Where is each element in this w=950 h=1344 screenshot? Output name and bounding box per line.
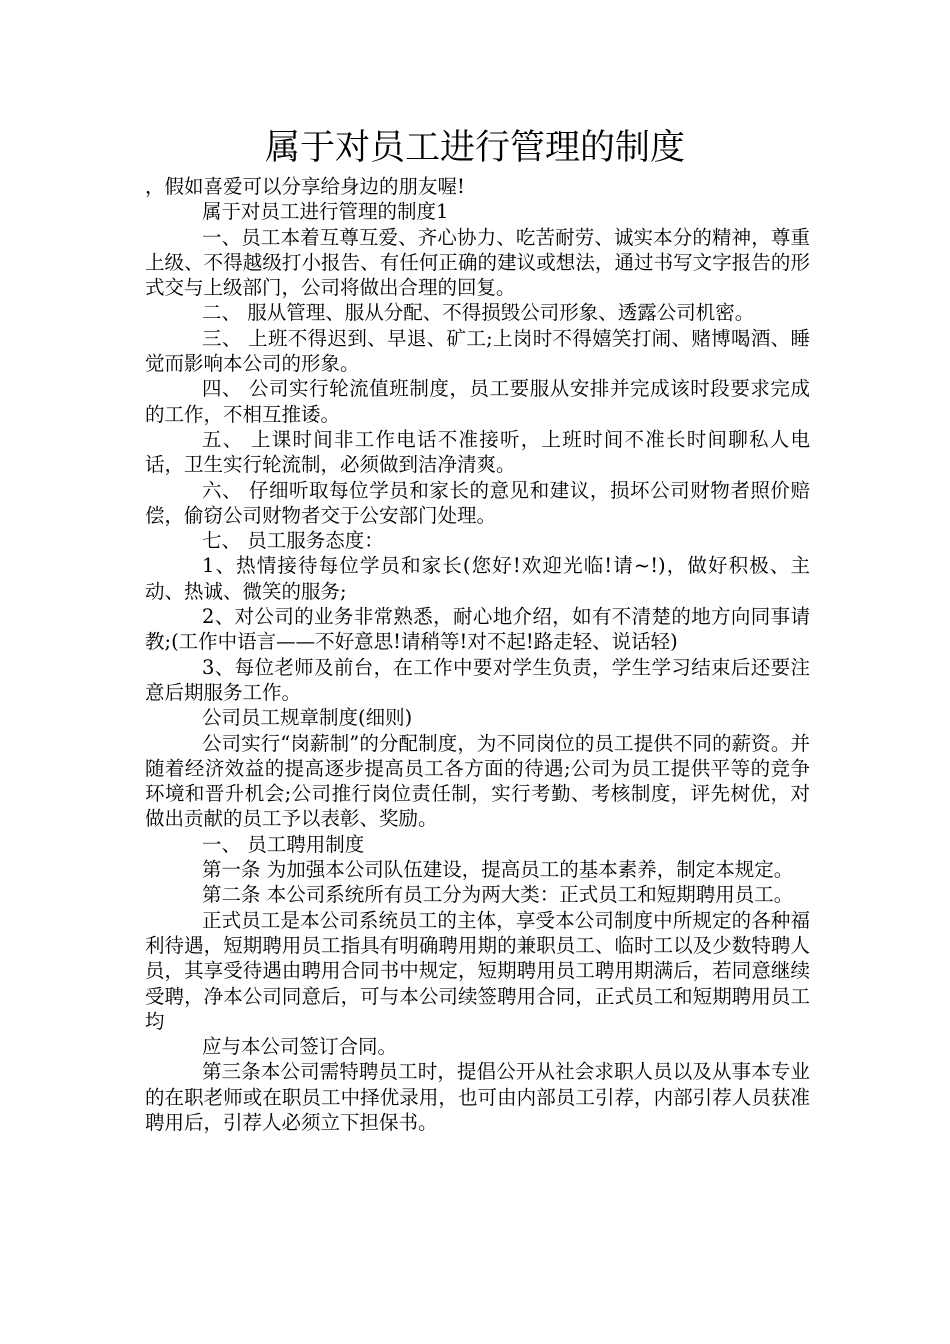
document-title: 属于对员工进行管理的制度: [264, 128, 685, 168]
paragraph: 第一条 为加强本公司队伍建设，提高员工的基本素养，制定本规定。: [202, 858, 794, 882]
paragraph: ，假如喜爱可以分享给身边的朋友喔!: [145, 175, 465, 198]
paragraph: 3、每位老师及前台，在工作中要对学生负责，学生学习结束后还要注意后期服务工作。: [145, 655, 810, 704]
paragraph: 属于对员工进行管理的制度1: [202, 200, 449, 224]
paragraph: 四、 公司实行轮流值班制度，员工要服从安排并完成该时段要求完成的工作，不相互推诿。: [145, 377, 810, 426]
paragraph: 七、 员工服务态度：: [202, 529, 384, 553]
paragraph: 1、热情接待每位学员和家长(您好!欢迎光临!请~!)，做好积极、主动、热诚、微笑的服务;: [145, 554, 810, 603]
paragraph: 应与本公司签订合同。: [202, 1035, 398, 1059]
paragraph: 2、对公司的业务非常熟悉，耐心地介绍，如有不清楚的地方向同事请教;(工作中语言——不好意思!请稍等!对不起!路走轻、说话轻): [145, 605, 810, 654]
paragraph: 正式员工是本公司系统员工的主体，享受本公司制度中所规定的各种福利待遇，短期聘用员工指具有明确聘用期的兼职员工、临时工以及少数特聘人员，其享受待遇由聘用合同书中规定，短期聘用员工聘用期满后，若同意继续受聘，净本公司同意后，可与本公司续签聘用合同，正式员工和短期聘用员工均: [145, 908, 810, 1033]
paragraph: 六、 仔细听取每位学员和家长的意见和建议，损坏公司财物者照价赔偿，偷窃公司财物者交于公安部门处理。: [145, 478, 810, 527]
document-body: [145, 174, 810, 1135]
paragraph: 三、 上班不得迟到、早退、矿工;上岗时不得嬉笑打闹、赌博喝酒、睡觉而影响本公司的形象。: [145, 326, 810, 376]
paragraph: 五、 上课时间非工作电话不准接听，上班时间不准长时间聊私人电话，卫生实行轮流制，必须做到洁净清爽。: [145, 427, 810, 477]
paragraph: 公司员工规章制度(细则): [202, 706, 413, 730]
paragraph: 公司实行“岗薪制”的分配制度，为不同岗位的员工提供不同的薪资。并随着经济效益的提高逐步提高员工各方面的待遇;公司为员工提供平等的竞争环境和晋升机会;公司推行岗位责任制，实行考勤、考核制度，评先树优，对做出贡献的员工予以表彰、奖励。: [145, 731, 810, 831]
paragraph: 一、员工本着互尊互爱、齐心协力、吃苦耐劳、诚实本分的精神，尊重上级、不得越级打小报告、有任何正确的建议或想法，通过书写文字报告的形式交与上级部门，公司将做出合理的回复。: [145, 225, 810, 300]
paragraph: 一、 员工聘用制度: [202, 832, 365, 856]
paragraph: 第二条 本公司系统所有员工分为两大类：正式员工和短期聘用员工。: [202, 883, 794, 907]
paragraph: 第三条本公司需特聘员工时，提倡公开从社会求职人员以及从事本专业的在职老师或在职员工中择优录用，也可由内部员工引荐，内部引荐人员获准聘用后，引荐人必须立下担保书。: [145, 1060, 810, 1134]
paragraph: 二、 服从管理、服从分配、不得损毁公司形象、透露公司机密。: [202, 301, 755, 325]
